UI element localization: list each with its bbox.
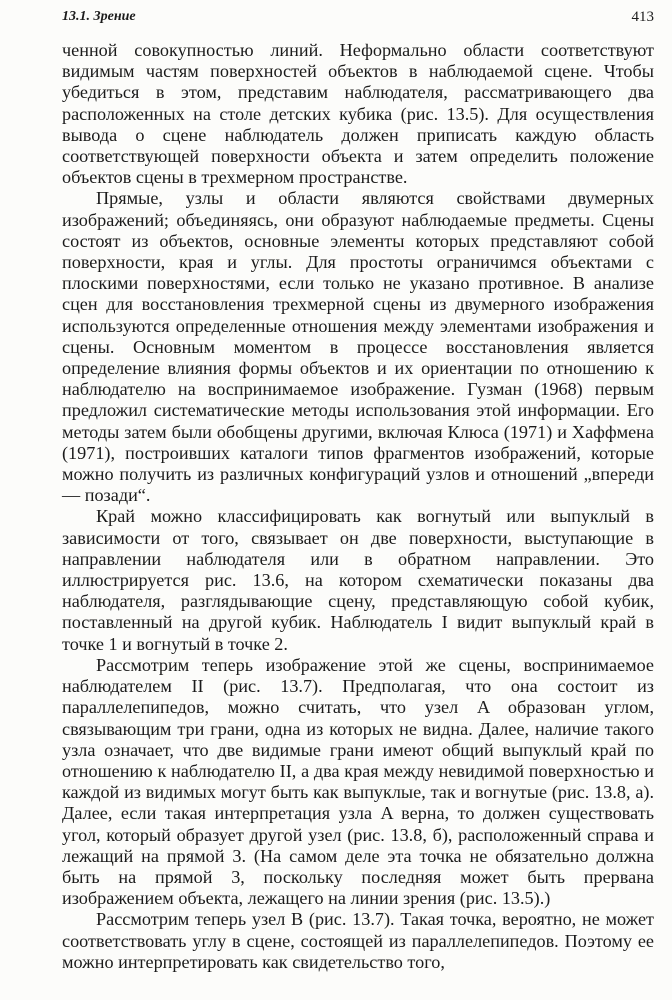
paragraph: Рассмотрим теперь узел B (рис. 13.7). Такая точка, вероятно, не может соответствовать углу в сцене, состоящей из параллелепипедов. Поэтому ее можно интерпретировать как свидетельство того, bbox=[62, 909, 654, 972]
paragraph: Прямые, узлы и области являются свойствами двумерных изображений; объединяясь, они образуют наблюдаемые предметы. Сцены состоят из объектов, основные элементы которых представляют собой поверхности, края и углы. Для простоты ограничимся объектами с плоскими поверхностями, если только не указано противное. В анализе сцен для восстановления трехмерной сцены из двумерного изображения используются определенные отношения между элементами изображения и сцены. Основным моментом в процессе восстановления является определение влияния формы объектов и их ориентации по отношению к наблюдателю на воспринимаемое изображение. Гузман (1968) первым предложил систематические методы использования этой информации. Его методы затем были обобщены другими, включая Клюса (1971) и Хаффмена (1971), построивших каталоги типов фрагментов изображений, которые можно получить из различных конфигураций узлов и отношений „впереди — позади“. bbox=[62, 188, 654, 506]
paragraph-continued: ченной совокупностью линий. Неформально области соответствуют видимым частям поверхностей объектов в наблюдаемой сцене. Чтобы убедиться в этом, представим наблюдателя, рассматривающего два расположенных на столе детских кубика (рис. 13.5). Для осуществления вывода о сцене наблюдатель должен приписать каждую область соответствующей поверхности объекта и затем определить положение объектов сцены в трехмерном пространстве. bbox=[62, 40, 654, 188]
section-title: 13.1. Зрение bbox=[62, 9, 136, 24]
running-head bbox=[62, 4, 654, 30]
page-number: 413 bbox=[631, 9, 654, 25]
paragraph: Край можно классифицировать как вогнутый или выпуклый в зависимости от того, связывает он две поверхности, выступающие в направлении наблюдателя или в обратном направлении. Это иллюстрируется рис. 13.6, на котором схематически показаны два наблюдателя, разглядывающие сцену, представляющую собой кубик, поставленный на другой кубик. Наблюдатель I видит выпуклый край в точке 1 и вогнутый в точке 2. bbox=[62, 506, 654, 654]
paragraph: Рассмотрим теперь изображение этой же сцены, воспринимаемое наблюдателем II (рис. 13.7). Предполагая, что она состоит из параллелепипедов, можно считать, что узел A образован углом, связывающим три грани, одна из которых не видна. Далее, наличие такого узла означает, что две видимые грани имеют общий выпуклый край по отношению к наблюдателю II, а два края между невидимой поверхностью и каждой из видимых могут быть как выпуклые, так и вогнутые (рис. 13.8, а). Далее, если такая интерпретация узла A верна, то должен существовать угол, который образует другой узел (рис. 13.8, б), расположенный справа и лежащий на прямой 3. (На самом деле эта точка не обязательно должна быть на прямой 3, поскольку последняя может быть прервана изображением объекта, лежащего на линии зрения (рис. 13.5).) bbox=[62, 654, 654, 909]
body-text bbox=[62, 40, 654, 973]
